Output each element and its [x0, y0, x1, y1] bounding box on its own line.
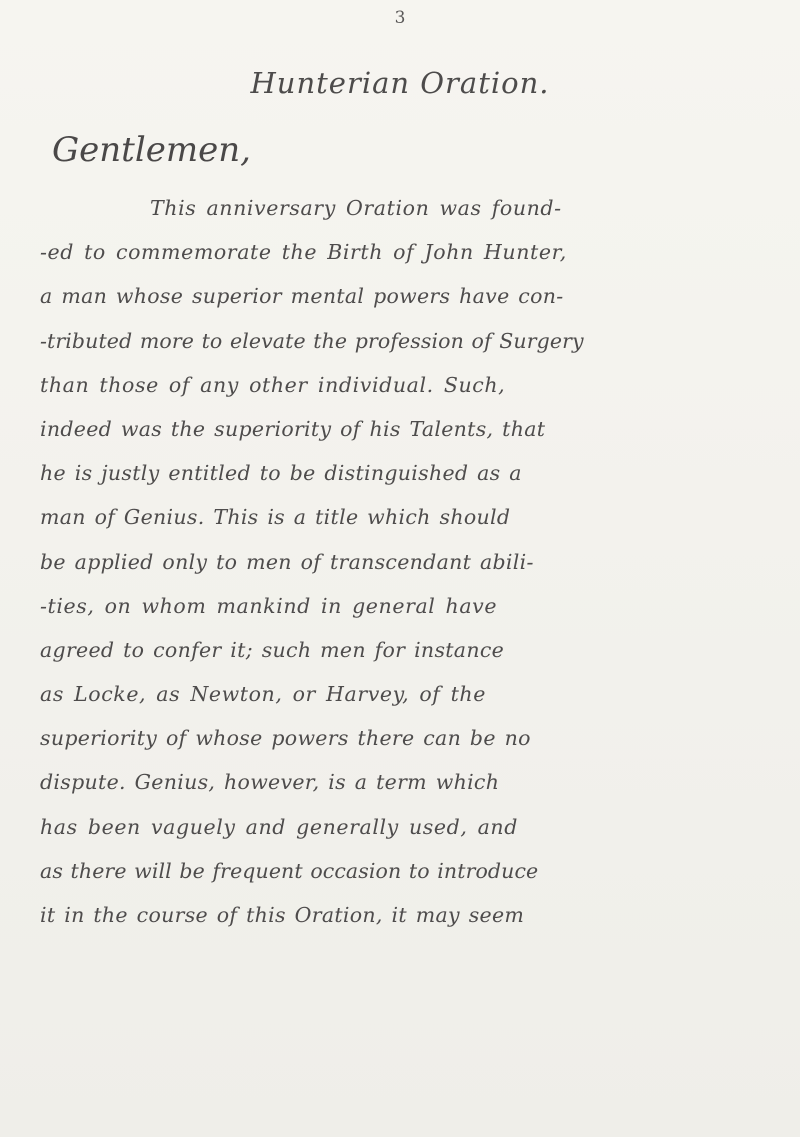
text-line: agreed to confer it; such men for instance: [40, 637, 505, 662]
page-number: 3: [394, 8, 406, 28]
text-line: than those of any other individual. Such,: [40, 372, 506, 397]
text-line: has been vaguely and generally used, and: [40, 814, 518, 839]
text-line: -ties, on whom mankind in general have: [40, 593, 498, 618]
text-line: indeed was the superiority of his Talents, that: [40, 416, 546, 441]
text-line: superiority of whose powers there can be no: [40, 726, 531, 751]
page-heading: Hunterian Oration.: [250, 66, 550, 100]
text-line: he is justly entitled to be distinguished as a: [40, 461, 522, 486]
text-line: -tributed more to elevate the profession of Surgery: [40, 328, 584, 353]
text-line: -ed to commemorate the Birth of John Hunter,: [40, 240, 567, 265]
text-line: be applied only to men of transcendant abili-: [40, 549, 534, 574]
text-line: as there will be frequent occasion to introduce: [40, 858, 539, 883]
text-line: as Locke, as Newton, or Harvey, of the: [40, 682, 486, 707]
text-line: man of Genius. This is a title which should: [40, 505, 511, 530]
oration-text: [40, 186, 770, 937]
text-line: dispute. Genius, however, is a term which: [40, 770, 500, 795]
text-line: This anniversary Oration was found-: [150, 196, 562, 220]
text-line: it in the course of this Oration, it may seem: [40, 903, 525, 927]
text-line: a man whose superior mental powers have con-: [40, 284, 564, 309]
salutation: Gentlemen,: [52, 130, 251, 170]
